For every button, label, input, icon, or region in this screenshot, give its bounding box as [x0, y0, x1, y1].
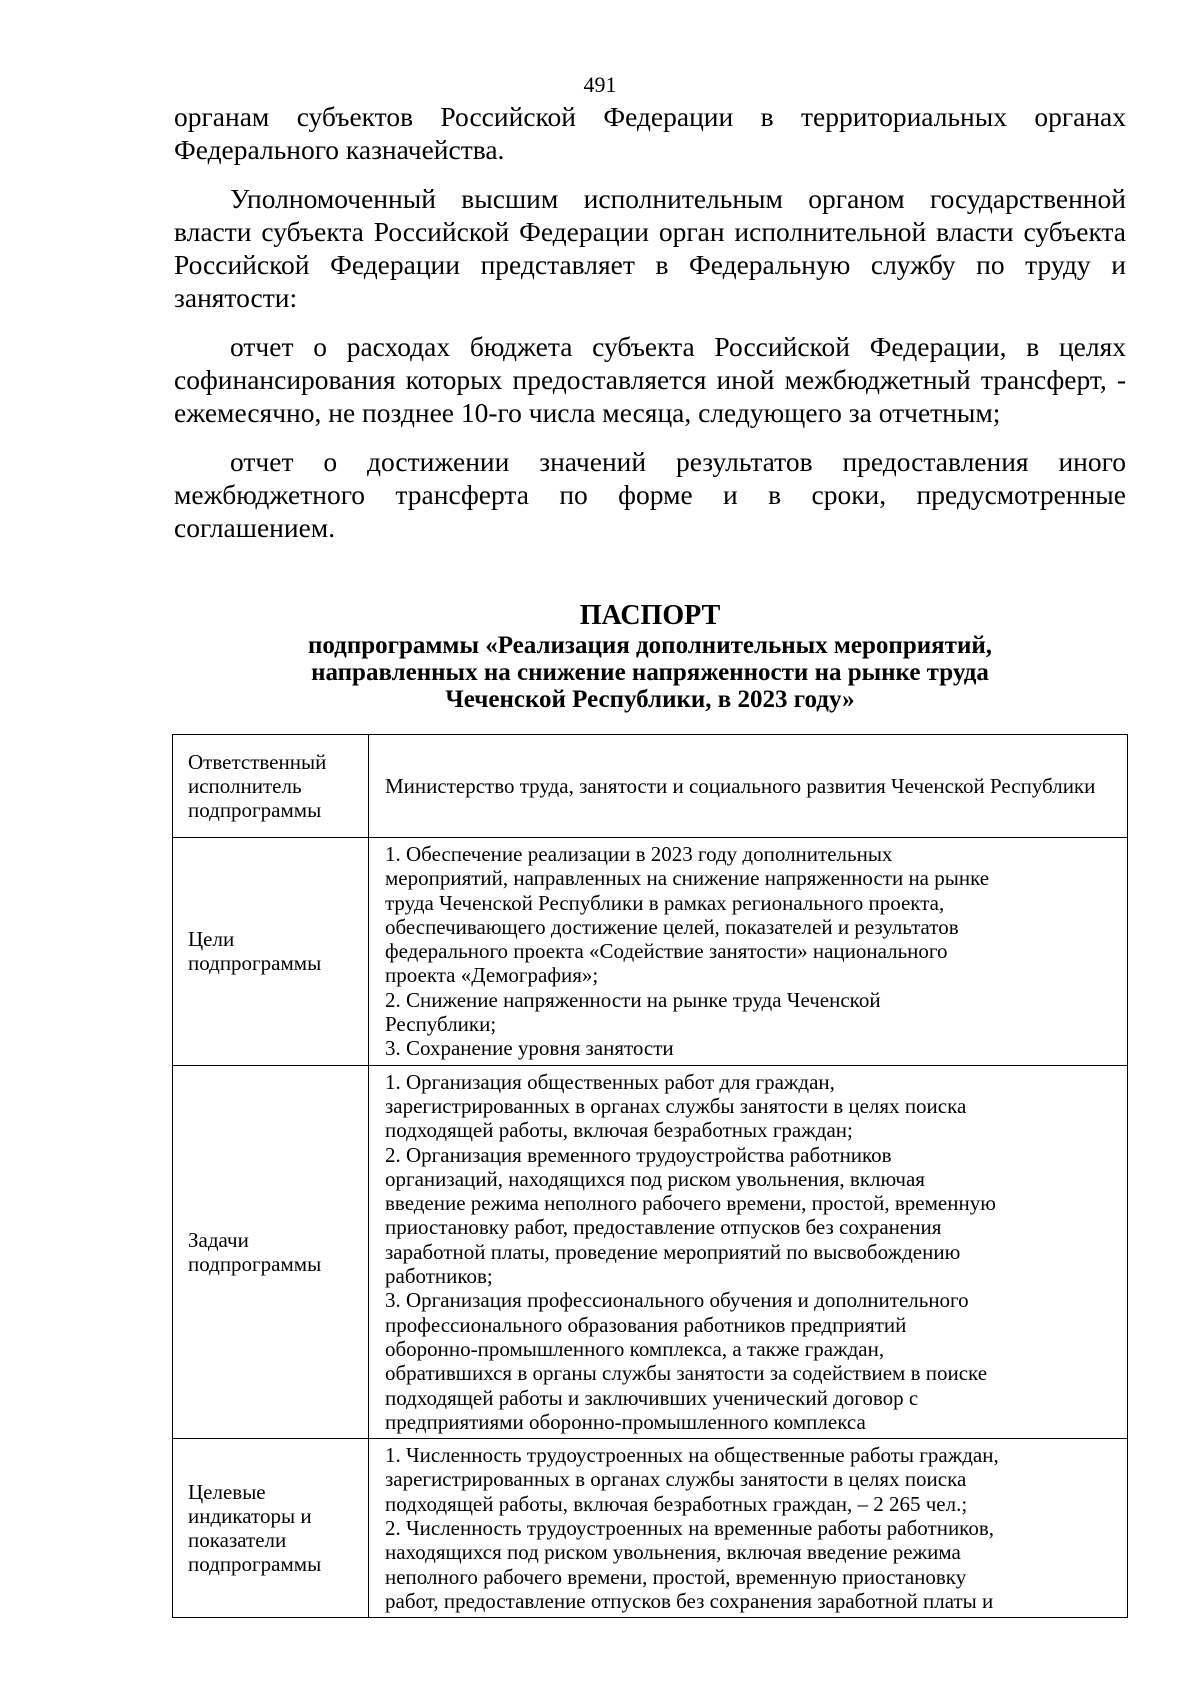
passport-heading	[174, 600, 1126, 713]
table-row	[173, 1065, 1128, 1438]
value-line: приостановку работ, предоставление отпусков без сохранения	[385, 1215, 942, 1240]
value-line: 3. Сохранение уровня занятости	[385, 1036, 674, 1061]
value-line: подходящей работы, включая безработных граждан, – 2 265 чел.;	[385, 1491, 968, 1516]
body-text	[174, 100, 1126, 544]
row-label-goals	[173, 838, 369, 1066]
table-row	[173, 735, 1128, 838]
row-label-responsible	[173, 735, 369, 838]
row-value-tasks	[369, 1065, 1128, 1438]
passport-subtitle: подпрограммы «Реализация дополнительных мероприятий, направленных на снижение напряженности на рынке труда Чеченской Республики, в 2023 году»	[308, 632, 992, 713]
value-line: работ, предоставление отпусков без сохранения заработной платы и	[385, 1588, 994, 1613]
paragraph-continuation: органам субъектов Российской Федерации в территориальных органах Федерального казначейства.	[174, 101, 1126, 165]
value-line: федерального проекта «Содействие занятости» национального	[385, 939, 948, 964]
value-line: предприятиями оборонно-промышленного комплекса	[385, 1409, 866, 1434]
value-line: 1. Обеспечение реализации в 2023 году дополнительных	[385, 842, 893, 866]
label-line: подпрограммы	[188, 1251, 322, 1276]
value-line: 1. Численность трудоустроенных на общественные работы граждан,	[385, 1443, 999, 1468]
label-line: Цели	[188, 927, 235, 952]
value-line: проекта «Демография»;	[385, 963, 599, 988]
label-line: индикаторы и	[188, 1503, 312, 1528]
paragraph-expense-report: отчет о расходах бюджета субъекта Российской Федерации, в целях софинансирования которых предоставляется иной межбюджетный трансферт, - ежемесячно, не позднее 10-го числа месяца, следующего за отчетным;	[174, 331, 1126, 428]
row-value-responsible: Министерство труда, занятости и социального развития Чеченской Республики	[369, 735, 1128, 838]
value-line: организаций, находящихся под риском увольнения, включая	[385, 1166, 925, 1191]
row-label-indicators	[173, 1439, 369, 1618]
row-value-indicators	[369, 1439, 1128, 1618]
passport-table	[172, 734, 1128, 1618]
value-line: подходящей работы, включая безработных граждан;	[385, 1118, 853, 1143]
value-line: 1. Организация общественных работ для граждан,	[385, 1069, 835, 1094]
label-line: исполнитель	[188, 773, 302, 798]
value-line: обратившихся в органы службы занятости за содействием в поиске	[385, 1361, 988, 1386]
value-line: зарегистрированных в органах службы занятости в целях поиска	[385, 1093, 967, 1118]
paragraph-authorized-body: Уполномоченный высшим исполнительным органом государственной власти субъекта Российской Федерации орган исполнительной власти субъекта Российской Федерации представляет в Федеральную службу по труду и занятости:	[174, 183, 1126, 313]
passport-title: ПАСПОРТ	[579, 600, 721, 631]
paragraph-results-report: отчет о достижении значений результатов предоставления иного межбюджетного трансферта по форме и в сроки, предусмотренные соглашением.	[174, 446, 1126, 543]
table-row	[173, 838, 1128, 1066]
value-line: находящихся под риском увольнения, включая введение режима	[385, 1540, 961, 1565]
value-line: обеспечивающего достижение целей, показателей и результатов	[385, 914, 959, 939]
value-line: оборонно-промышленного комплекса, а также граждан,	[385, 1336, 885, 1361]
label-line: показатели	[188, 1528, 287, 1553]
label-line: подпрограммы	[188, 951, 322, 976]
row-label-tasks	[173, 1065, 369, 1438]
value-line: 2. Численность трудоустроенных на временные работы работников,	[385, 1516, 994, 1541]
value-line: введение режима неполного рабочего времени, простой, временную	[385, 1191, 996, 1216]
value-line: Республики;	[385, 1012, 497, 1037]
label-line: Ответственный	[188, 749, 327, 774]
label-line: Задачи	[188, 1227, 249, 1252]
page-number: 491	[583, 72, 617, 97]
value-line: 3. Организация профессионального обучения и дополнительного	[385, 1288, 969, 1313]
value-line: 2. Организация временного трудоустройства работников	[385, 1142, 892, 1167]
value-line: зарегистрированных в органах службы занятости в целях поиска	[385, 1467, 967, 1492]
table-row	[173, 1439, 1128, 1618]
value-line: подходящей работы и заключивших ученический договор с	[385, 1385, 919, 1410]
value-line: профессионального образования работников предприятий	[385, 1312, 907, 1337]
value-line: работников;	[385, 1264, 493, 1289]
value-line: мероприятий, направленных на снижение напряженности на рынке	[385, 866, 990, 891]
value-line: неполного рабочего времени, простой, временную приостановку	[385, 1564, 967, 1589]
row-value-goals	[369, 838, 1128, 1066]
label-line: подпрограммы	[188, 1552, 322, 1577]
label-line: подпрограммы	[188, 798, 322, 823]
value-line: заработной платы, проведение мероприятий по высвобождению	[385, 1239, 961, 1264]
label-line: Целевые	[188, 1479, 266, 1504]
value-line: труда Чеченской Республики в рамках регионального проекта,	[385, 890, 945, 915]
value-line: 2. Снижение напряженности на рынке труда Чеченской	[385, 987, 881, 1012]
